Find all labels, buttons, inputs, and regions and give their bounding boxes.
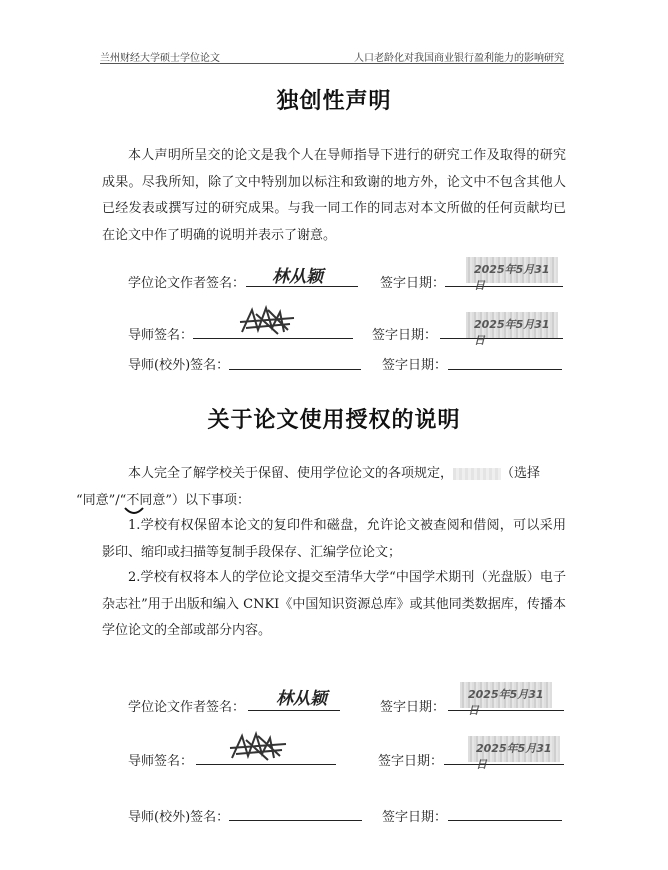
auth-author-signature: 林从颖 [276,689,327,709]
originality-body: 本人声明所呈交的论文是我个人在导师指导下进行的研究工作及取得的研究成果。尽我所知，除了文中特别加以标注和致谢的地方外，论文中不包含其他人已经发表或撰写过的研究成果。与我一同工作的同志对本文所做的任何贡献均已在论文中作了明确的说明并表示了谢意。 [102,148,566,243]
authorization-item-1: 1.学校有权保留本论文的复印件和磁盘，允许论文被查阅和借阅，可以采用影印、缩印或扫描等复制手段保存、汇编学位论文； [102,518,566,560]
auth-external-advisor-date-line [448,820,562,821]
auth-author-signature-label: 学位论文作者签名： [128,700,246,715]
authorization-item-2: 2.学校有权将本人的学位论文提交至清华大学“中国学术期刊（光盘版）电子杂志社”用于出版和编入 CNKI《中国知识资源总库》或其他同类数据库，传播本学位论文的全部或部分内容。 [102,570,566,638]
header-school: 兰州财经大学硕士学位论文 [100,53,220,64]
header-divider [100,63,564,64]
authorization-intro-b: （选择 [501,466,541,481]
author-signature-label: 学位论文作者签名： [128,276,246,291]
authorization-intro-a: 本人完全了解学校关于保留、使用学位论文的各项规定， [128,466,454,481]
external-advisor-signature-label: 导师(校外)签名： [128,358,230,373]
auth-advisor-date: 2025年5月31日 [476,742,552,771]
advisor-signature-label: 导师签名： [128,328,194,343]
auth-external-advisor-signature-line [229,820,362,821]
author-signature: 林从颖 [272,267,323,287]
advisor-date-stamp [466,312,558,347]
auth-advisor-date-label: 签字日期： [378,754,444,769]
auth-external-advisor-date-label: 签字日期： [382,810,448,825]
auth-external-advisor-signature-label: 导师(校外)签名： [128,810,230,825]
external-advisor-date-line [448,369,562,370]
auth-author-signature-line [248,710,340,711]
advisor-date: 2025年5月31日 [474,318,550,347]
auth-advisor-date-stamp [468,736,560,771]
auth-author-date: 2025年5月31日 [468,688,544,717]
header-thesis-title: 人口老龄化对我国商业银行盈利能力的影响研究 [354,53,564,64]
redacted-choice [453,468,501,480]
advisor-signature-scribble [238,304,298,338]
advisor-signature-line [193,338,353,339]
external-advisor-date-label: 签字日期： [382,358,448,373]
authorization-intro-c: “同意”/“不同意”）以下事项： [76,492,250,508]
authorization-title: 关于论文使用授权的说明 [207,408,461,433]
auth-advisor-signature-line [196,764,336,765]
auth-advisor-signature-scribble [228,730,290,764]
external-advisor-signature-line [229,369,361,370]
originality-title: 独创性声明 [276,89,392,114]
auth-author-date-stamp [460,682,552,717]
author-date-label: 签字日期： [380,276,446,291]
auth-author-date-label: 签字日期： [380,700,446,715]
auth-advisor-signature-label: 导师签名： [128,754,194,769]
author-date-stamp [466,257,558,292]
author-date: 2025年5月31日 [474,263,550,292]
authorization-intro [76,461,566,514]
advisor-date-label: 签字日期： [372,328,438,343]
